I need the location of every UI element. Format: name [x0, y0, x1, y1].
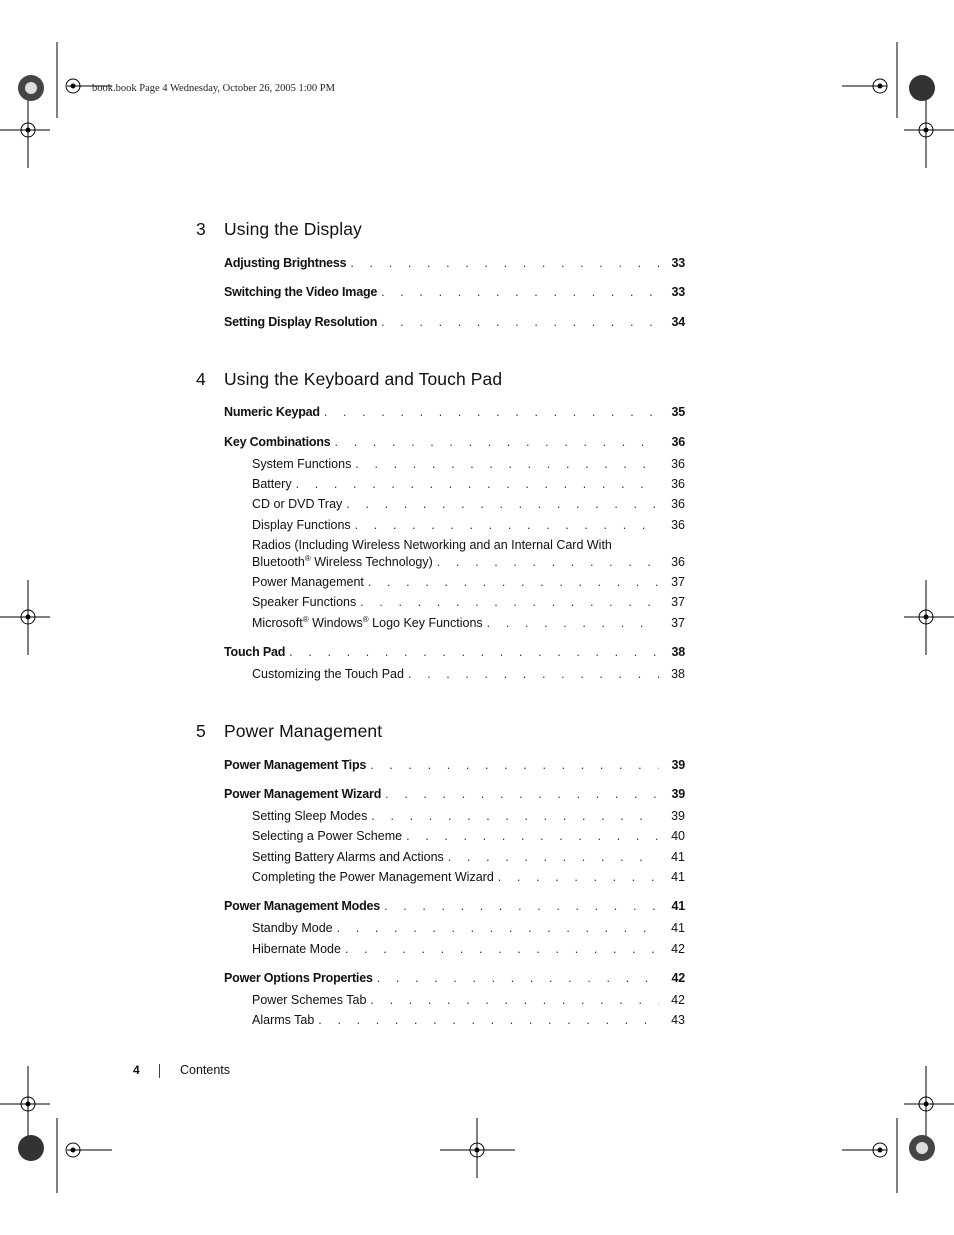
chapter-4 [196, 369, 686, 390]
toc-entry[interactable] [224, 405, 685, 419]
toc-entry[interactable] [224, 645, 685, 659]
chapter-number: 3 [196, 219, 206, 239]
brand-text: Microsoft [252, 616, 303, 630]
toc-entry[interactable] [224, 758, 685, 772]
entry-page: 38 [671, 667, 685, 681]
toc-subentry[interactable] [252, 497, 685, 511]
entry-title: Setting Sleep Modes [252, 809, 368, 823]
entry-page: 35 [671, 405, 685, 419]
entry-title: Touch Pad [224, 645, 286, 659]
footer-divider [159, 1064, 160, 1078]
brand-text: Bluetooth [252, 555, 305, 569]
entry-title: Power Schemes Tab [252, 993, 367, 1007]
entry-title: Setting Display Resolution [224, 315, 378, 329]
entry-page: 39 [671, 758, 685, 772]
entry-page: 36 [671, 477, 685, 491]
entry-page: 37 [671, 595, 685, 609]
toc-subentry[interactable] [252, 518, 685, 532]
entry-page: 33 [671, 256, 685, 270]
print-slug: book.book Page 4 Wednesday, October 26, 2005 1:00 PM [92, 83, 335, 94]
entry-page: 42 [671, 993, 685, 1007]
entry-title: Power Management [252, 575, 364, 589]
chapter-heading [196, 721, 686, 742]
entry-page: 36 [671, 435, 685, 449]
entry-page: 43 [671, 1013, 685, 1027]
entry-page: 41 [671, 921, 685, 935]
entry-title [252, 616, 483, 630]
toc-entry[interactable] [224, 971, 685, 985]
entry-page: 41 [671, 899, 685, 913]
entry-page: 37 [671, 575, 685, 589]
entry-title: Display Functions [252, 518, 351, 532]
entry-page: 36 [671, 497, 685, 511]
entry-title: Hibernate Mode [252, 942, 341, 956]
toc-entry[interactable] [224, 899, 685, 913]
entry-page: 36 [671, 518, 685, 532]
entry-page: 33 [671, 285, 685, 299]
brand-text: Windows [308, 616, 363, 630]
toc-subentry[interactable] [252, 809, 685, 823]
toc-subentry[interactable] [252, 457, 685, 471]
entry-title: Customizing the Touch Pad [252, 667, 404, 681]
entry-title: Battery [252, 477, 292, 491]
entry-title: Adjusting Brightness [224, 256, 347, 270]
entry-title: Power Management Wizard [224, 787, 382, 801]
toc-subentry[interactable] [252, 850, 685, 864]
entry-title-line1: Radios (Including Wireless Networking and an Internal Card With [252, 538, 612, 552]
toc-subentry[interactable] [252, 921, 685, 935]
entry-page: 41 [671, 870, 685, 884]
entry-title: Setting Battery Alarms and Actions [252, 850, 444, 864]
chapter-title: Using the Display [224, 219, 362, 239]
entry-page: 42 [671, 971, 685, 985]
entry-page: 40 [671, 829, 685, 843]
registered-mark: ® [302, 614, 309, 624]
toc-subentry[interactable] [252, 870, 685, 884]
entry-title: System Functions [252, 457, 352, 471]
toc-entry[interactable] [224, 315, 685, 329]
entry-page: 37 [671, 616, 685, 630]
entry-title: Power Options Properties [224, 971, 373, 985]
toc-subentry[interactable] [252, 575, 685, 589]
toc-subentry[interactable] [252, 829, 685, 843]
entry-page: 36 [671, 457, 685, 471]
chapter-title: Using the Keyboard and Touch Pad [224, 369, 503, 389]
registered-mark: ® [362, 614, 369, 624]
entry-page: 39 [671, 787, 685, 801]
entry-title-line2 [252, 555, 433, 569]
entry-title: Switching the Video Image [224, 285, 378, 299]
entry-title: Power Management Tips [224, 758, 367, 772]
chapter-heading [196, 219, 686, 240]
entry-title-rest: Logo Key Functions [368, 616, 483, 630]
entry-page: 36 [671, 555, 685, 569]
entry-title-rest: Wireless Technology) [310, 555, 433, 569]
footer-section-label: Contents [180, 1063, 231, 1077]
toc-entry[interactable] [224, 285, 685, 299]
chapter-5 [196, 721, 686, 742]
entry-page: 34 [671, 315, 685, 329]
toc-subentry[interactable] [252, 1013, 685, 1027]
toc-entry[interactable] [224, 787, 685, 801]
entry-title: Speaker Functions [252, 595, 357, 609]
entry-title: Completing the Power Management Wizard [252, 870, 494, 884]
entry-title: Numeric Keypad [224, 405, 320, 419]
entry-title: Key Combinations [224, 435, 331, 449]
entry-title: Standby Mode [252, 921, 333, 935]
footer-page-number: 4 [133, 1063, 140, 1077]
toc-subentry[interactable] [252, 477, 685, 491]
chapter-3 [196, 219, 686, 240]
entry-title: Selecting a Power Scheme [252, 829, 403, 843]
entry-page: 41 [671, 850, 685, 864]
toc-subentry[interactable] [252, 555, 685, 569]
entry-page: 38 [671, 645, 685, 659]
toc-entry[interactable] [224, 256, 685, 270]
toc-entry[interactable] [224, 435, 685, 449]
toc-subentry[interactable] [252, 595, 685, 609]
toc-subentry[interactable] [252, 993, 685, 1007]
toc-subentry[interactable] [252, 942, 685, 956]
chapter-number: 5 [196, 721, 206, 741]
registered-mark: ® [304, 553, 311, 563]
chapter-number: 4 [196, 369, 206, 389]
chapter-heading [196, 369, 686, 390]
toc-subentry[interactable] [252, 667, 685, 681]
entry-title: CD or DVD Tray [252, 497, 343, 511]
toc-subentry[interactable] [252, 616, 685, 630]
entry-page: 42 [671, 942, 685, 956]
entry-page: 39 [671, 809, 685, 823]
entry-title: Power Management Modes [224, 899, 381, 913]
chapter-title: Power Management [224, 721, 383, 741]
entry-title: Alarms Tab [252, 1013, 315, 1027]
